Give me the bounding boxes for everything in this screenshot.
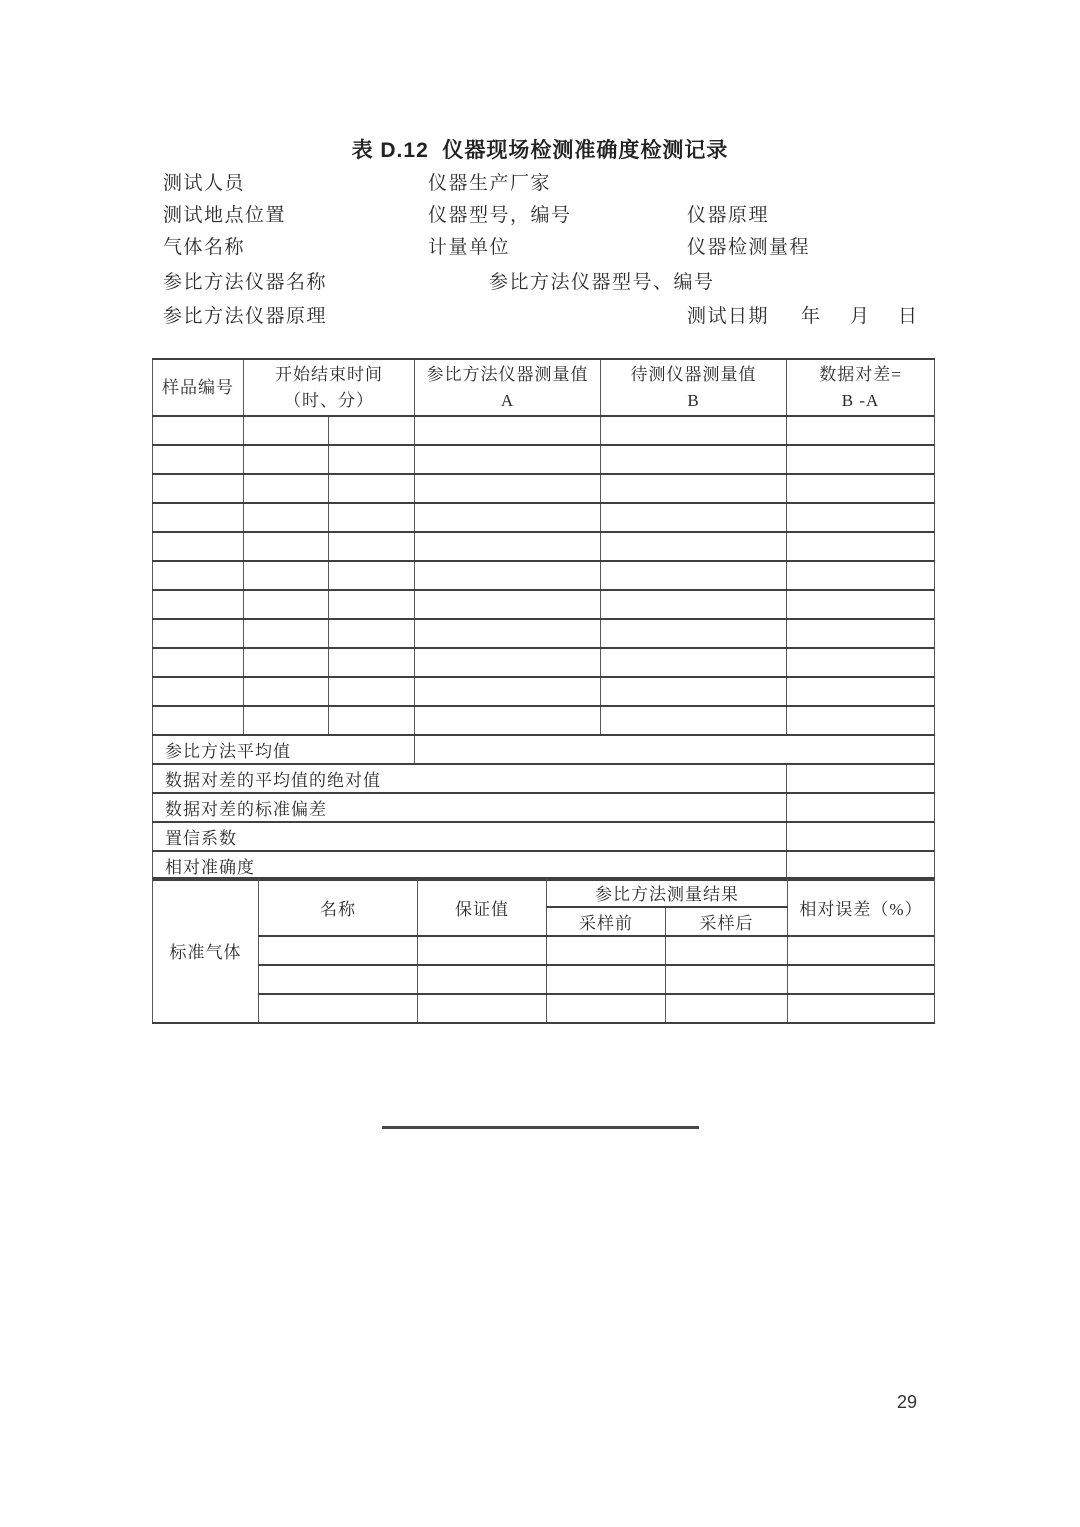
empty-cell (329, 561, 415, 590)
empty-cell (415, 445, 601, 474)
empty-cell (415, 677, 601, 706)
table-row (153, 474, 935, 503)
empty-cell (329, 474, 415, 503)
empty-cell (418, 965, 547, 994)
table-row (153, 965, 935, 994)
value-relative-accuracy (787, 851, 935, 880)
empty-cell (787, 590, 935, 619)
empty-cell (601, 677, 787, 706)
empty-cell (329, 590, 415, 619)
empty-cell (244, 648, 329, 677)
header-sample-no: 样品编号 (153, 359, 244, 416)
field-manufacturer: 仪器生产厂家 (428, 173, 552, 194)
field-instrument-principle: 仪器原理 (687, 205, 770, 226)
empty-cell (415, 561, 601, 590)
value-diff-std-dev (787, 793, 935, 822)
signature-line (382, 1126, 699, 1129)
gas-header-relative-error: 相对误差（%） (788, 878, 935, 936)
empty-cell (415, 503, 601, 532)
label-confidence-coefficient: 置信系数 (153, 822, 787, 851)
field-year: 年 (801, 306, 822, 327)
empty-cell (666, 936, 788, 965)
empty-cell (244, 706, 329, 735)
empty-cell (787, 619, 935, 648)
table-header-row (153, 359, 935, 416)
value-diff-mean-abs (787, 764, 935, 793)
field-day: 日 (898, 306, 919, 327)
header-ref-method-value: 参比方法仪器测量值 A (415, 359, 601, 416)
empty-cell (787, 561, 935, 590)
empty-cell (415, 532, 601, 561)
page-title: 表 D.12 仪器现场检测准确度检测记录 (351, 139, 729, 162)
label-relative-accuracy: 相对准确度 (153, 851, 787, 880)
empty-cell (244, 532, 329, 561)
empty-cell (259, 936, 418, 965)
empty-cell (787, 416, 935, 445)
gas-header-before-sampling: 采样前 (547, 907, 666, 936)
header-tested-instrument-value: 待测仪器测量值 B (601, 359, 787, 416)
field-ref-instrument-name: 参比方法仪器名称 (163, 272, 328, 293)
empty-cell (153, 474, 244, 503)
empty-cell (788, 965, 935, 994)
summary-row-diff-std-dev (153, 793, 935, 822)
value-ref-average (415, 735, 935, 764)
gas-header-ref-measurement-result: 参比方法测量结果 (547, 878, 788, 907)
empty-cell (244, 416, 329, 445)
table-row (153, 445, 935, 474)
empty-cell (787, 503, 935, 532)
empty-cell (329, 619, 415, 648)
empty-cell (153, 445, 244, 474)
field-unit: 计量单位 (428, 237, 511, 258)
empty-cell (415, 416, 601, 445)
empty-cell (601, 590, 787, 619)
field-test-date: 测试日期 (687, 306, 770, 327)
empty-cell (418, 994, 547, 1023)
table-row (153, 590, 935, 619)
empty-cell (415, 474, 601, 503)
empty-cell (601, 561, 787, 590)
table-row (153, 619, 935, 648)
empty-cell (153, 706, 244, 735)
field-instrument-model: 仪器型号，编号 (428, 205, 572, 226)
table-row (153, 677, 935, 706)
label-diff-std-dev: 数据对差的标准偏差 (153, 793, 787, 822)
field-ref-instrument-model: 参比方法仪器型号、编号 (489, 272, 715, 293)
page-number: 29 (897, 1392, 918, 1412)
table-row (153, 648, 935, 677)
empty-cell (547, 994, 666, 1023)
standard-gas-table-body (153, 878, 935, 1023)
field-test-location: 测试地点位置 (163, 205, 287, 226)
empty-cell (415, 648, 601, 677)
empty-cell (601, 474, 787, 503)
empty-cell (415, 706, 601, 735)
measurement-table-body (153, 416, 935, 735)
empty-cell (329, 532, 415, 561)
empty-cell (153, 561, 244, 590)
empty-cell (787, 532, 935, 561)
empty-cell (153, 619, 244, 648)
empty-cell (244, 474, 329, 503)
empty-cell (259, 965, 418, 994)
empty-cell (601, 706, 787, 735)
empty-cell (547, 965, 666, 994)
table-row (153, 532, 935, 561)
empty-cell (244, 445, 329, 474)
empty-cell (418, 936, 547, 965)
empty-cell (153, 503, 244, 532)
empty-cell (601, 445, 787, 474)
gas-header-after-sampling: 采样后 (666, 907, 788, 936)
empty-cell (415, 590, 601, 619)
empty-cell (153, 532, 244, 561)
summary-row-ref-average (153, 735, 935, 764)
empty-cell (244, 619, 329, 648)
empty-cell (788, 936, 935, 965)
field-month: 月 (850, 306, 871, 327)
empty-cell (153, 416, 244, 445)
table-row (153, 936, 935, 965)
empty-cell (244, 503, 329, 532)
empty-cell (787, 474, 935, 503)
empty-cell (244, 561, 329, 590)
gas-header-row-1 (153, 878, 935, 907)
empty-cell (415, 619, 601, 648)
summary-row-diff-mean-abs (153, 764, 935, 793)
gas-header-name: 名称 (259, 878, 418, 936)
field-test-person: 测试人员 (163, 173, 246, 194)
field-gas-name: 气体名称 (163, 237, 246, 258)
empty-cell (329, 445, 415, 474)
gas-header-guaranteed-value: 保证值 (418, 878, 547, 936)
label-diff-mean-abs: 数据对差的平均值的绝对值 (153, 764, 787, 793)
empty-cell (329, 416, 415, 445)
empty-cell (244, 590, 329, 619)
empty-cell (787, 648, 935, 677)
summary-row-confidence-coefficient (153, 822, 935, 851)
table-row (153, 706, 935, 735)
empty-cell (153, 648, 244, 677)
header-data-difference: 数据对差= B -A (787, 359, 935, 416)
empty-cell (259, 994, 418, 1023)
empty-cell (788, 994, 935, 1023)
empty-cell (601, 648, 787, 677)
empty-cell (153, 590, 244, 619)
summary-row-relative-accuracy (153, 851, 935, 880)
table-row (153, 561, 935, 590)
field-ref-instrument-principle: 参比方法仪器原理 (163, 306, 328, 327)
empty-cell (547, 936, 666, 965)
label-ref-average: 参比方法平均值 (153, 735, 415, 764)
standard-gas-table (152, 877, 935, 1024)
value-confidence-coefficient (787, 822, 935, 851)
field-detection-range: 仪器检测量程 (687, 237, 811, 258)
label-standard-gas: 标准气体 (153, 878, 259, 1023)
empty-cell (601, 619, 787, 648)
empty-cell (329, 706, 415, 735)
empty-cell (601, 532, 787, 561)
table-row (153, 503, 935, 532)
empty-cell (787, 677, 935, 706)
measurement-table (152, 358, 935, 881)
empty-cell (329, 677, 415, 706)
empty-cell (153, 677, 244, 706)
empty-cell (666, 994, 788, 1023)
empty-cell (601, 416, 787, 445)
empty-cell (787, 445, 935, 474)
empty-cell (787, 706, 935, 735)
table-row (153, 994, 935, 1023)
empty-cell (329, 503, 415, 532)
header-start-end-time: 开始结束时间 （时、分） (244, 359, 415, 416)
empty-cell (666, 965, 788, 994)
empty-cell (244, 677, 329, 706)
empty-cell (601, 503, 787, 532)
empty-cell (329, 648, 415, 677)
table-row (153, 416, 935, 445)
